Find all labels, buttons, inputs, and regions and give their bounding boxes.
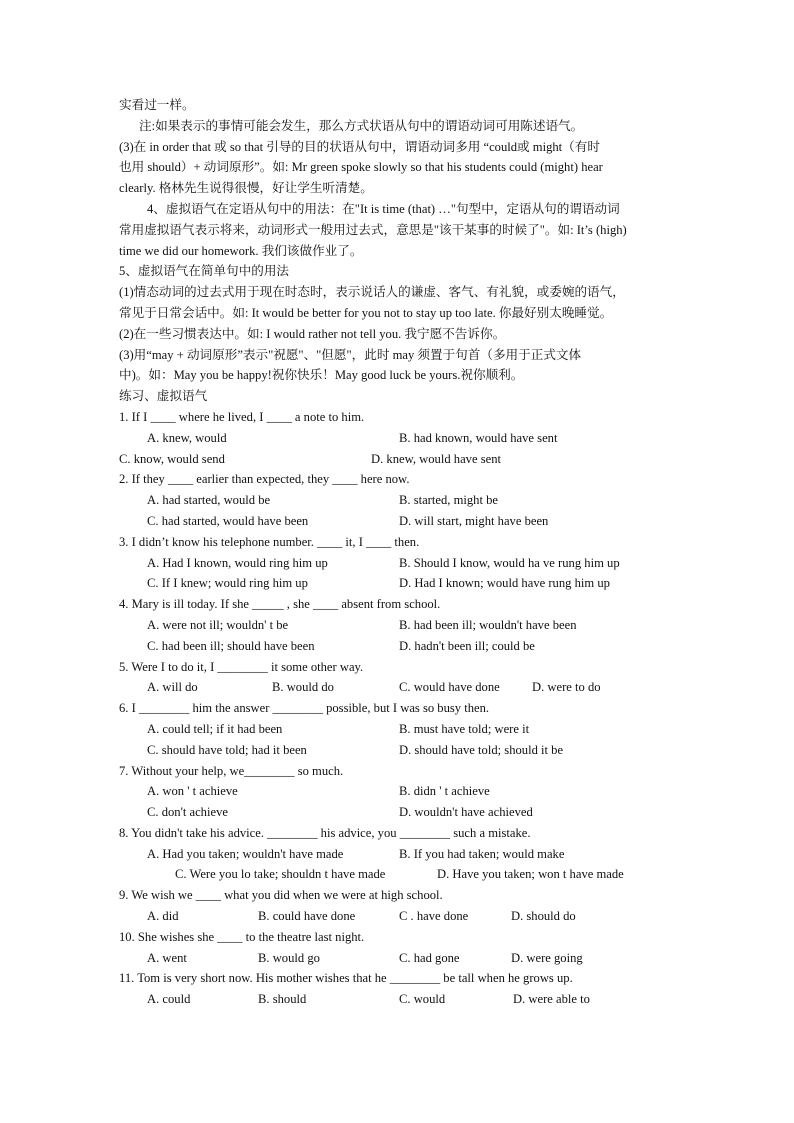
rule-4-line-1: 4、虚拟语气在定语从句中的用法：在"It is time (that) …"句型中，定语从句的谓语动词 — [147, 201, 620, 216]
option-d: D. were to do — [532, 680, 601, 695]
option-d: D. Had I known; would have rung him up — [399, 576, 610, 591]
question-6-stem: 6. I ________ him the answer ________ possible, but I was so busy then. — [119, 701, 490, 716]
question-7-stem: 7. Without your help, we________ so much. — [119, 763, 344, 778]
question-8-options-row-1 — [119, 844, 679, 865]
option-b: B. didn ' t achieve — [399, 784, 490, 799]
simple-sentence-2: (2)在一些习惯表达中。如: I would rather not tell you. 我宁愿不告诉你。 — [119, 326, 506, 341]
question-1-options-row-2 — [119, 449, 679, 470]
question-7-options-row-2 — [119, 802, 679, 823]
option-b: B. started, might be — [399, 493, 498, 508]
question-3-options-row-2 — [119, 573, 679, 594]
question-2-options-row-2 — [119, 511, 679, 532]
rule-3-line-2: 也用 should）+ 动词原形”。如: Mr green spoke slowly so that his students could (might) hear — [119, 160, 603, 175]
question-9-options-row — [119, 906, 679, 927]
rule-4-line-3: time we did our homework. 我们该做作业了。 — [119, 243, 363, 258]
option-a: A. did — [147, 909, 179, 924]
option-b: B. could have done — [258, 909, 356, 924]
option-c: C. had gone — [399, 950, 460, 965]
option-c: C . have done — [399, 909, 469, 924]
question-5-stem: 5. Were I to do it, I ________ it some other way. — [119, 659, 364, 674]
simple-sentence-3-line-2: 中)。如：May you be happy!祝你快乐！May good luck be yours.祝你顺利。 — [119, 368, 524, 383]
option-c: C. should have told; had it been — [147, 742, 307, 757]
option-d: D. should do — [511, 909, 576, 924]
question-4-options-row-1 — [119, 615, 679, 636]
option-a: A. could — [147, 992, 191, 1007]
option-a: A. knew, would — [147, 430, 227, 445]
option-d: D. wouldn't have achieved — [399, 805, 533, 820]
question-1-options-row-1 — [119, 428, 679, 449]
option-a: A. Had I known, would ring him up — [147, 555, 328, 570]
question-8-options-row-2 — [119, 864, 679, 885]
exercise-title: 练习、虚拟语气 — [119, 389, 208, 404]
option-c: C. would have done — [399, 680, 500, 695]
question-4-stem: 4. Mary is ill today. If she _____ , she ____ absent from school. — [119, 597, 441, 612]
question-8-stem: 8. You didn't take his advice. ________ his advice, you ________ such a mistake. — [119, 825, 531, 840]
option-b: B. would do — [272, 680, 334, 695]
option-b: B. Should I know, would ha ve rung him up — [399, 555, 620, 570]
option-b: B. If you had taken; would make — [399, 846, 565, 861]
intro-line-1: 实看过一样。 — [119, 98, 195, 112]
question-3-stem: 3. I didn’t know his telephone number. ____ it, I ____ then. — [119, 534, 420, 549]
option-b: B. should — [258, 992, 307, 1007]
option-a: A. will do — [147, 680, 198, 695]
simple-sentence-1-line-1: (1)情态动词的过去式用于现在时态时，表示说话人的谦虚、客气、有礼貌，或委婉的语气， — [119, 285, 625, 300]
question-2-stem: 2. If they ____ earlier than expected, they ____ here now. — [119, 472, 410, 487]
option-c: C. would — [399, 992, 446, 1007]
question-4-options-row-2 — [119, 636, 679, 657]
simple-sentence-1-line-2: 常见于日常会话中。如: It would be better for you not to stay up too late. 你最好别太晚睡觉。 — [119, 305, 613, 320]
option-c: C. had been ill; should have been — [147, 638, 315, 653]
simple-sentence-3-line-1: (3)用“may + 动词原形”表示"祝愿"、"但愿"，此时 may 须置于句首（多用于正式文体 — [119, 347, 582, 362]
question-10-stem: 10. She wishes she ____ to the theatre last night. — [119, 929, 365, 944]
option-a: A. were not ill; wouldn' t be — [147, 617, 289, 632]
option-d: D. hadn't been ill; could be — [399, 638, 535, 653]
question-5-options-row — [119, 677, 679, 698]
option-b: B. had known, would have sent — [399, 430, 558, 445]
question-11-options-row — [119, 989, 679, 1010]
option-a: A. had started, would be — [147, 493, 271, 508]
option-c: C. Were you lo take; shouldn t have made — [175, 867, 386, 882]
question-3-options-row-1 — [119, 553, 679, 574]
question-9-stem: 9. We wish we ____ what you did when we were at high school. — [119, 888, 443, 903]
section-5-heading: 5、虚拟语气在简单句中的用法 — [119, 264, 290, 279]
option-a: A. could tell; if it had been — [147, 721, 283, 736]
option-c: C. know, would send — [119, 451, 225, 466]
question-2-options-row-1 — [119, 490, 679, 511]
question-1-stem: 1. If I ____ where he lived, I ____ a note to him. — [119, 409, 365, 424]
option-b: B. had been ill; wouldn't have been — [399, 617, 577, 632]
rule-3-line-1: (3)在 in order that 或 so that 引导的目的状语从句中，谓语动词多用 “could或 might（有时 — [119, 139, 600, 154]
option-a: A. won ' t achieve — [147, 784, 238, 799]
note-paragraph: 注:如果表示的事情可能会发生，那么方式状语从句中的谓语动词可用陈述语气。 — [139, 118, 584, 133]
option-c: C. had started, would have been — [147, 513, 309, 528]
option-a: A. Had you taken; wouldn't have made — [147, 846, 344, 861]
question-7-options-row-1 — [119, 781, 679, 802]
question-11-stem: 11. Tom is very short now. His mother wishes that he ________ be tall when he grows up. — [119, 971, 573, 986]
option-b: B. would go — [258, 950, 320, 965]
rule-3-line-3: clearly. 格林先生说得很慢，好让学生听清楚。 — [119, 181, 373, 196]
option-d: D. should have told; should it be — [399, 742, 564, 757]
option-d: D. were able to — [513, 992, 590, 1007]
question-6-options-row-2 — [119, 740, 679, 761]
option-b: B. must have told; were it — [399, 721, 530, 736]
question-10-options-row — [119, 948, 679, 969]
document-page — [119, 95, 679, 1010]
option-c: C. If I knew; would ring him up — [147, 576, 308, 591]
option-c: C. don't achieve — [147, 805, 228, 820]
option-d: D. Have you taken; won t have made — [437, 867, 624, 882]
option-d: D. knew, would have sent — [371, 451, 501, 466]
option-d: D. will start, might have been — [399, 513, 549, 528]
option-a: A. went — [147, 950, 187, 965]
option-d: D. were going — [511, 950, 583, 965]
rule-4-line-2: 常用虚拟语气表示将来，动词形式一般用过去式，意思是"该干某事的时候了"。如: It’s (high) — [119, 222, 627, 237]
question-6-options-row-1 — [119, 719, 679, 740]
